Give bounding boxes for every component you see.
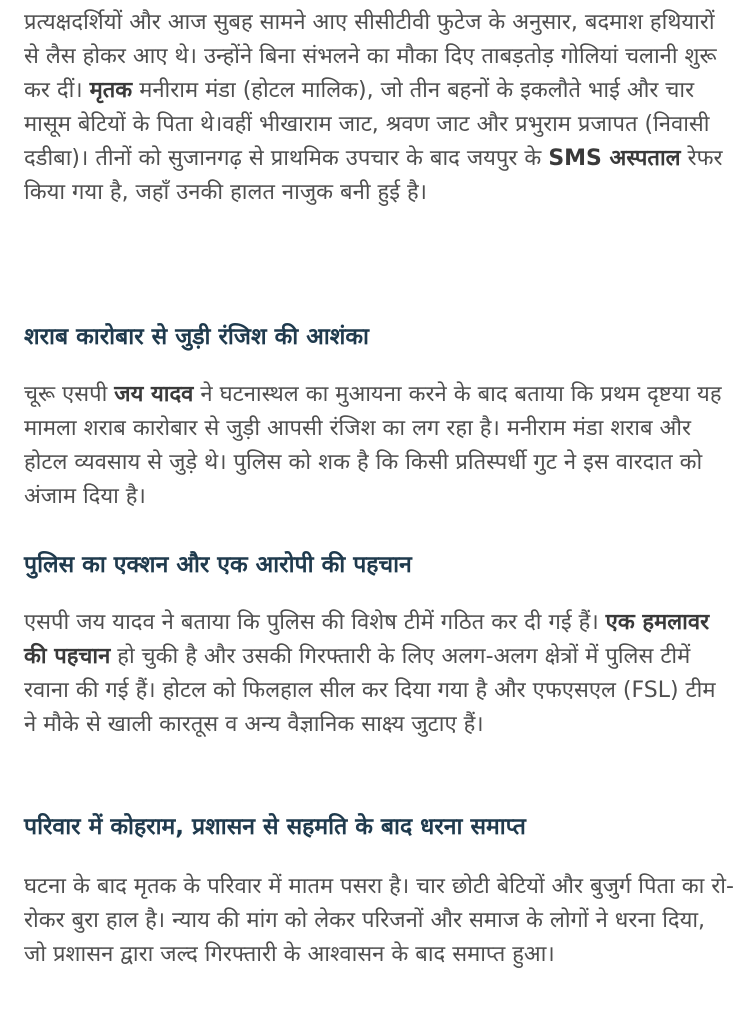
paragraph-text: रेफर किया गया है, जहाँ उनकी हालत नाजुक बनी हुई है। bbox=[24, 146, 723, 205]
paragraph-text: चूरू एसपी bbox=[24, 382, 115, 407]
bold-deceased-label: मृतक bbox=[89, 78, 133, 103]
paragraph-text: ने घटनास्थल का मुआयना करने के बाद बताया कि प्रथम दृष्टया यह मामला शराब कारोबार से जुड़ी आपसी रंजिश का लग रहा है। मनीराम मंडा शराब और होटल व्यवसाय से जुड़े थे। पुलिस को शक है कि किसी प्रतिस्पर्धी गुट ने इस वारदात को अंजाम दिया है। bbox=[24, 382, 722, 509]
paragraph-text: प्रत्यक्षदर्शियों और आज सुबह सामने आए सीसीटीवी फुटेज के अनुसार, बदमाश हथियारों से लैस होकर आए थे। उन्होंने बिना संभलने का मौका दिए ताबड़तोड़ गोलियां चलानी शुरू कर दीं। bbox=[24, 10, 717, 103]
section-heading-police-action: पुलिस का एक्शन और एक आरोपी की पहचान bbox=[24, 552, 412, 578]
paragraph-text: मनीराम मंडा (होटल मालिक), जो तीन बहनों के इकलौते भाई और चार मासूम बेटियों के पिता थे।वहीं भीखाराम जाट, श्रवण जाट और प्रभुराम प्रजापत (निवासी दडीबा)। तीनों को सुजानगढ़ से प्राथमिक उपचार के बाद जयपुर के bbox=[24, 78, 710, 171]
paragraph-family-protest bbox=[24, 870, 734, 972]
bold-hospital-name: SMS अस्पताल bbox=[548, 146, 681, 171]
bold-attacker-identified: एक हमलावर की पहचान bbox=[24, 610, 710, 669]
paragraph-text: हो चुकी है और उसकी गिरफ्तारी के लिए अलग-अलग क्षेत्रों में पुलिस टीमें रवाना की गई हैं। होटल को फिलहाल सील कर दिया गया है और एफएसएल (FSL) टीम ने मौके से खाली कारतूस व अन्य वैज्ञानिक साक्ष्य जुटाए हैं। bbox=[24, 644, 716, 737]
bold-sp-name: जय यादव bbox=[114, 382, 194, 407]
paragraph-text: घटना के बाद मृतक के परिवार में मातम पसरा है। चार छोटी बेटियों और बुजुर्ग पिता का रो-रोकर बुरा हाल है। न्याय की मांग को लेकर परिजनों और समाज के लोगों ने धरना दिया, जो प्रशासन द्वारा जल्द गिरफ्तारी के आश्वासन के बाद समाप्त हुआ। bbox=[24, 874, 734, 967]
section-heading-family-protest: परिवार में कोहराम, प्रशासन से सहमति के बाद धरना समाप्त bbox=[24, 814, 526, 840]
section-heading-liquor-rivalry: शराब कारोबार से जुड़ी रंजिश की आशंका bbox=[24, 324, 369, 350]
paragraph-sp-statement bbox=[24, 378, 734, 514]
paragraph-eyewitness-account bbox=[24, 6, 734, 210]
paragraph-police-action bbox=[24, 606, 734, 742]
paragraph-text: एसपी जय यादव ने बताया कि पुलिस की विशेष टीमें गठित कर दी गई हैं। bbox=[24, 610, 606, 635]
